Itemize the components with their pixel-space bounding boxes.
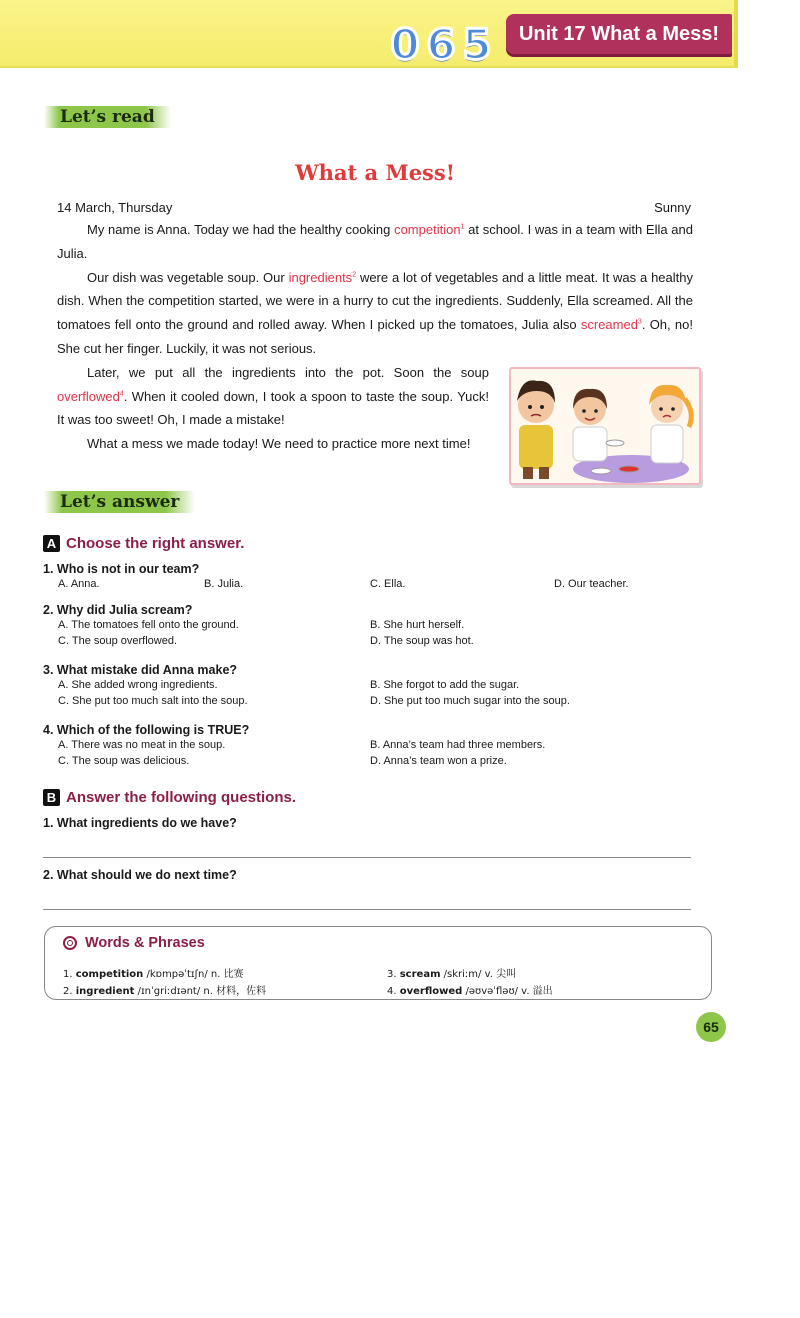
option[interactable]: B. Julia. (204, 578, 244, 590)
part-letter-badge: A (43, 535, 60, 552)
glossary-word: overflowed (57, 388, 120, 404)
story-date-line (57, 198, 693, 218)
unit-title: Unit 17 What a Mess! (506, 14, 732, 54)
story-title: What a Mess! (295, 160, 455, 185)
unit-digit: 5 (462, 20, 492, 69)
paragraph-4: What a mess we made today! We need to practice more next time! (87, 436, 471, 452)
option[interactable]: A. The tomatoes fell onto the ground. (58, 619, 239, 631)
words-phrases-box (44, 926, 712, 1000)
option[interactable]: D. She put too much sugar into the soup. (370, 695, 570, 707)
unit-digit: 0 (390, 20, 420, 69)
option[interactable]: C. The soup overflowed. (58, 635, 178, 647)
question-4: 4. Which of the following is TRUE? A. There was no meat in the soup. B. Anna’s team had three members. C. The soup was delicious. D. Anna’s team won a prize. (43, 723, 693, 767)
story-illustration (509, 367, 701, 485)
story-weather: Sunny (654, 200, 691, 215)
glossary-word: competition (394, 222, 461, 237)
illustrated-paragraphs (57, 361, 693, 456)
option[interactable]: D. Our teacher. (554, 578, 629, 590)
option[interactable]: B. Anna’s team had three members. (370, 739, 546, 751)
paragraph-2: Our dish was vegetable soup. Our ingredients$^2$ were a lot of vegetables and a little meat. It was a healthy dish. When the competition started, we were in a hurry to cut the ingredients. Suddenly, Ella screamed. All the tomatoes fell onto the ground and rolled away. When I picked up the tomatoes, Julia also screamed$^3$. Oh, no! She cut her finger. Luckily, it was not serious. (57, 269, 693, 356)
section-label-answer: Let’s answer (44, 491, 195, 513)
page-number: 65 (696, 1012, 726, 1042)
option[interactable]: C. Ella. (370, 578, 406, 590)
option[interactable]: C. She put too much salt into the soup. (58, 695, 248, 707)
open-question-2: 2. What should we do next time? (43, 868, 237, 882)
glossary-word: screamed (580, 317, 638, 333)
answer-line[interactable] (43, 857, 691, 858)
option[interactable]: A. There was no meat in the soup. (58, 739, 226, 751)
words-title: Words & Phrases (63, 935, 205, 951)
word-entry: 1. competition /kɒmpəˈtɪʃn/ n. 比赛 (63, 969, 244, 980)
part-b-heading (43, 789, 296, 806)
word-entry: 4. overflowed /əʊvəˈfləʊ/ v. 溢出 (387, 986, 553, 997)
question-3: 3. What mistake did Anna make? A. She added wrong ingredients. B. She forgot to add the sugar. C. She put too much salt into the soup. D. She put too much sugar into the soup. (43, 663, 693, 707)
glossary-word: ingredients (288, 269, 353, 285)
word-entry: 3. scream /skriːm/ v. 尖叫 (387, 969, 517, 980)
words-list (63, 965, 703, 997)
option[interactable]: A. She added wrong ingredients. (58, 679, 218, 691)
word-entry: 2. ingredient /ɪnˈgriːdɪənt/ n. 材料，佐料 (63, 986, 267, 997)
open-question-1: 1. What ingredients do we have? (43, 816, 237, 830)
option[interactable]: D. Anna’s team won a prize. (370, 755, 507, 767)
answer-line[interactable] (43, 909, 691, 910)
question-2: 2. Why did Julia scream? A. The tomatoes fell onto the ground. B. She hurt herself. C. The soup overflowed. D. The soup was hot. (43, 603, 693, 647)
story-text (57, 198, 693, 456)
paragraph-3: Later, we put all the ingredients into the pot. Soon the soup overflowed$^4$. When it cooled down, I took a spoon to taste the soup. Yuck! It was too sweet! Oh, I made a mistake! (57, 364, 489, 428)
option[interactable]: B. She hurt herself. (370, 619, 465, 631)
part-a-heading (43, 535, 244, 552)
option[interactable]: B. She forgot to add the sugar. (370, 679, 520, 691)
unit-number (388, 22, 494, 72)
section-label-read: Let’s read (44, 106, 171, 128)
paragraph-1: My name is Anna. Today we had the healthy cooking competition$^1$ at school. I was in a team with Ella and Julia. (57, 222, 693, 261)
target-icon (63, 936, 77, 950)
part-letter-badge: B (43, 789, 60, 806)
part-a-title: Choose the right answer. (66, 535, 245, 552)
option[interactable]: A. Anna. (58, 578, 100, 590)
option[interactable]: D. The soup was hot. (370, 635, 474, 647)
cartoon-children-image (511, 369, 699, 483)
story-date: 14 March, Thursday (57, 200, 173, 215)
part-b-title: Answer the following questions. (66, 789, 297, 806)
unit-digit: 6 (426, 20, 456, 69)
question-1: 1. Who is not in our team? A. Anna. B. Julia. C. Ella. D. Our teacher. (43, 562, 693, 590)
option[interactable]: C. The soup was delicious. (58, 755, 190, 767)
